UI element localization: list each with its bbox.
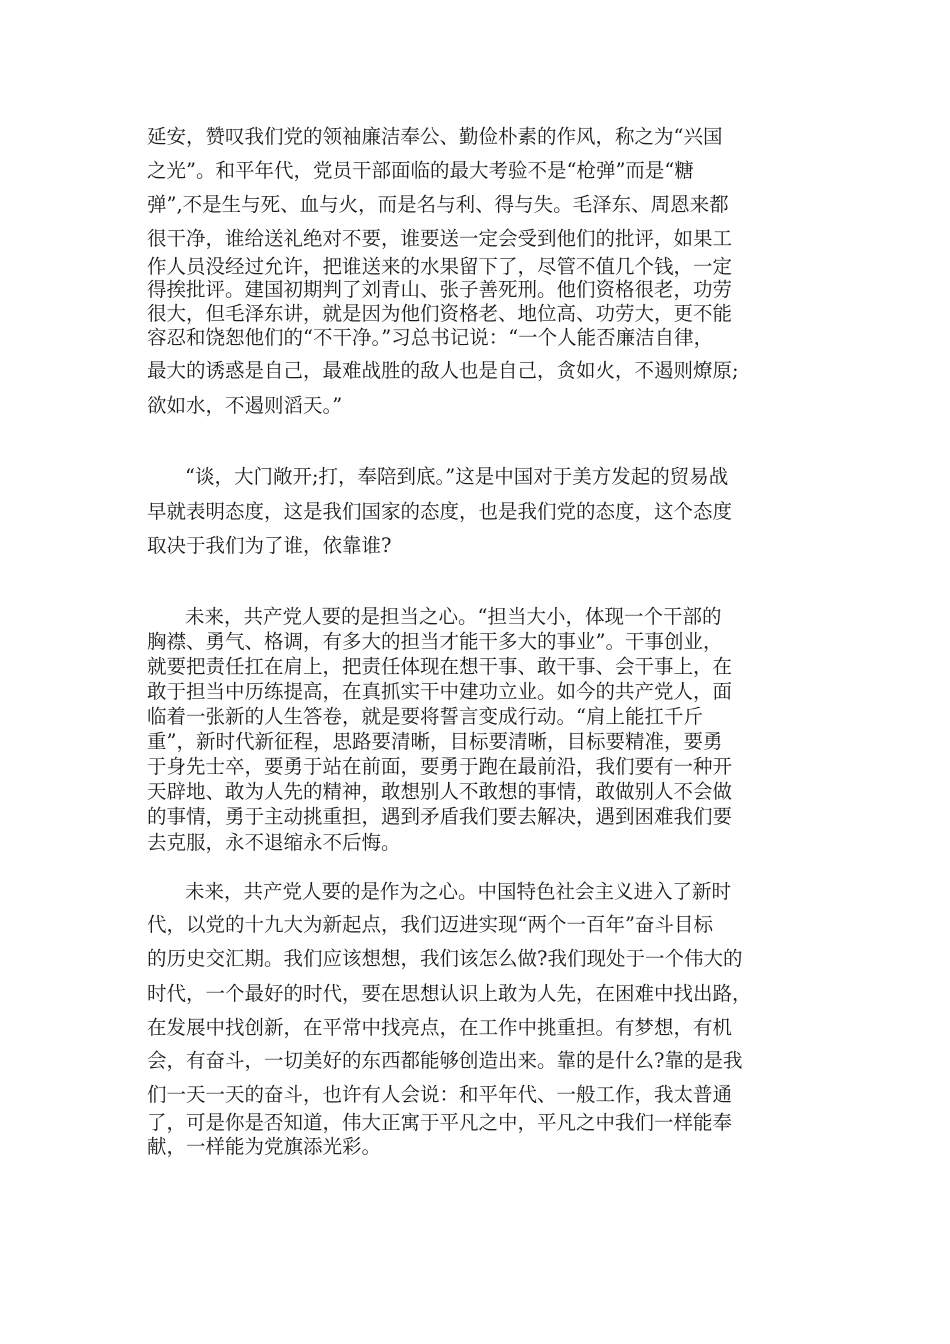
paragraph-3-line-4: 敢于担当中历练提高，在真抓实干中建功立业。如今的共产党人，面 xyxy=(147,680,733,703)
paragraph-4-line-6: 会，有奋斗，一切美好的东西都能够创造出来。靠的是什么?靠的是我 xyxy=(147,1049,743,1072)
paragraph-2-line-2: 早就表明态度，这是我们国家的态度，也是我们党的态度，这个态度 xyxy=(147,500,733,523)
paragraph-1-line-7: 很大，但毛泽东讲，就是因为他们资格老、地位高、功劳大，更不能 xyxy=(147,302,733,325)
paragraph-4-line-5: 在发展中找创新，在平常中找亮点，在工作中挑重担。有梦想，有机 xyxy=(147,1016,733,1039)
paragraph-2-line-1: “谈，大门敞开;打，奉陪到底。”这是中国对于美方发起的贸易战 xyxy=(185,465,729,488)
paragraph-4-line-9: 献，一样能为党旗添光彩。 xyxy=(147,1135,382,1158)
paragraph-3-line-1: 未来，共产党人要的是担当之心。“担当大小，体现一个干部的 xyxy=(185,605,722,628)
paragraph-3-line-9: 的事情，勇于主动挑重担，遇到矛盾我们要去解决，遇到困难我们要 xyxy=(147,805,733,828)
paragraph-3-line-7: 于身先士卒，要勇于站在前面，要勇于跑在最前沿，我们要有一种开 xyxy=(147,755,733,778)
paragraph-1-line-9: 最大的诱惑是自己，最难战胜的敌人也是自己，贪如火，不遏则燎原; xyxy=(147,359,739,382)
paragraph-1-line-2: 之光”。和平年代，党员干部面临的最大考验不是“枪弹”而是“糖 xyxy=(147,159,694,182)
paragraph-3-line-6: 重”，新时代新征程，思路要清晰，目标要清晰，目标要精准，要勇 xyxy=(147,730,723,753)
paragraph-3-line-3: 就要把责任扛在肩上，把责任体现在想干事、敢干事、会干事上，在 xyxy=(147,655,733,678)
paragraph-4-line-8: 了，可是你是否知道，伟大正寓于平凡之中，平凡之中我们一样能奉 xyxy=(147,1111,733,1134)
paragraph-3-line-2: 胸襟、勇气、格调，有多大的担当才能干多大的事业”。干事创业， xyxy=(147,630,723,653)
paragraph-3-line-8: 天辟地、敢为人先的精神，敢想别人不敢想的事情，敢做别人不会做 xyxy=(147,780,733,803)
paragraph-4-line-7: 们一天一天的奋斗，也许有人会说：和平年代、一般工作，我太普通 xyxy=(147,1083,733,1106)
paragraph-3-line-10: 去克服，永不退缩永不后悔。 xyxy=(147,831,401,854)
paragraph-1-line-5: 作人员没经过允许，把谁送来的水果留下了，尽管不值几个钱，一定 xyxy=(147,255,733,278)
paragraph-4-line-4: 时代，一个最好的时代，要在思想认识上敢为人先，在困难中找出路， xyxy=(147,982,752,1005)
paragraph-1-line-8: 容忍和饶恕他们的“不干净。”习总书记说：“一个人能否廉洁自律， xyxy=(147,326,714,349)
paragraph-4-line-2: 代，以党的十九大为新起点，我们迈进实现“两个一百年”奋斗目标 xyxy=(147,913,713,936)
paragraph-2-line-3: 取决于我们为了谁，依靠谁? xyxy=(147,534,392,557)
paragraph-1-line-6: 得挨批评。建国初期判了刘青山、张子善死刑。他们资格很老，功劳 xyxy=(147,278,733,301)
paragraph-3-line-5: 临着一张新的人生答卷，就是要将誓言变成行动。“肩上能扛千斤 xyxy=(147,705,703,728)
paragraph-1-line-3: 弹”,不是生与死、血与火，而是名与利、得与失。毛泽东、周恩来都 xyxy=(147,193,729,216)
paragraph-4-line-3: 的历史交汇期。我们应该想想，我们该怎么做?我们现处于一个伟大的 xyxy=(147,947,743,970)
paragraph-1-line-1: 延安，赞叹我们党的领袖廉洁奉公、勤俭朴素的作风，称之为“兴国 xyxy=(147,125,723,148)
paragraph-1-line-10: 欲如水，不遏则滔天。” xyxy=(147,394,343,417)
paragraph-4-line-1: 未来，共产党人要的是作为之心。中国特色社会主义进入了新时 xyxy=(185,880,732,903)
paragraph-1-line-4: 很干净，谁给送礼绝对不要，谁要送一定会受到他们的批评，如果工 xyxy=(147,227,733,250)
